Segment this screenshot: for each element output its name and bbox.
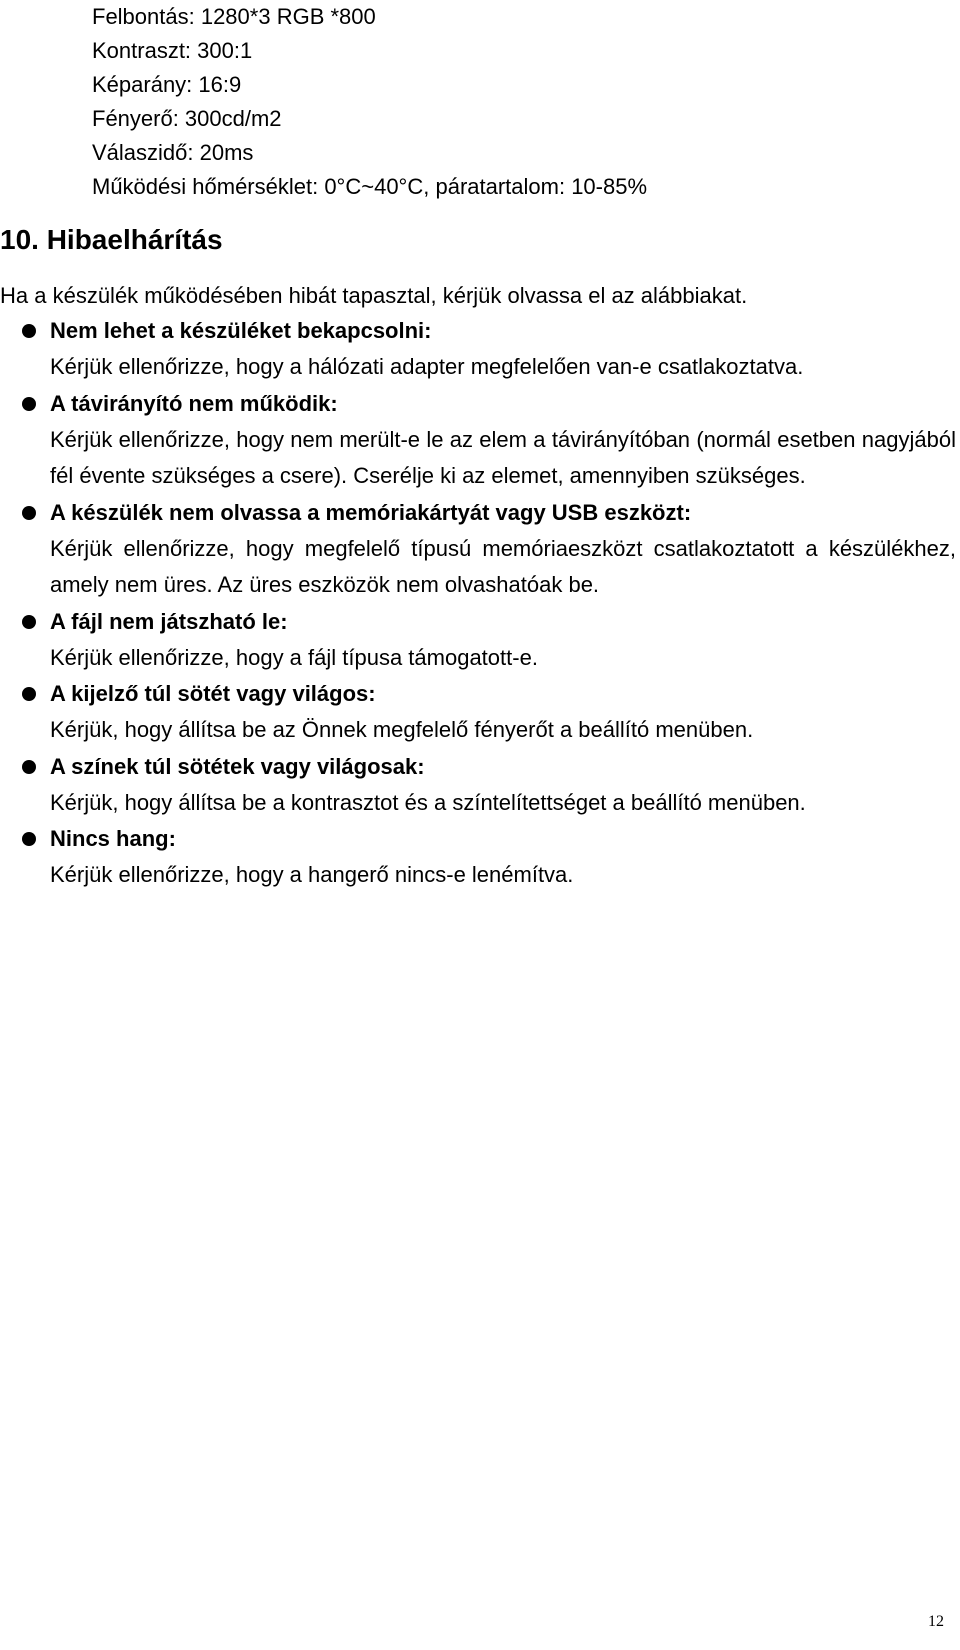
item-body: Kérjük ellenőrizze, hogy a hangerő nincs-e lenémítva. [50,862,574,887]
troubleshooting-item [0,749,958,822]
spec-operating-conditions: Működési hőmérséklet: 0°C~40°C, páratartalom: 10-85% [92,174,648,199]
troubleshooting-item [0,386,958,495]
item-title: Nincs hang: [50,826,176,851]
spec-contrast: Kontraszt: 300:1 [92,38,253,63]
item-title: A kijelző túl sötét vagy világos: [50,681,376,706]
page-number: 12 [928,1613,944,1630]
item-body: Kérjük ellenőrizze, hogy a fájl típusa támogatott-e. [50,644,538,670]
bullet-icon [22,687,36,701]
bullet-icon [22,506,36,520]
troubleshooting-item [0,495,958,604]
troubleshooting-list [0,313,958,894]
spec-response-time: Válaszidő: 20ms [92,140,254,165]
spec-brightness: Fényerő: 300cd/m2 [92,106,282,131]
item-body: Kérjük, hogy állítsa be az Önnek megfelelő fényerőt a beállító menüben. [50,717,754,742]
spec-resolution: Felbontás: 1280*3 RGB *800 [92,4,376,29]
item-title: A készülék nem olvassa a memóriakártyát vagy USB eszközt: [50,499,692,525]
spec-list [92,0,647,204]
troubleshooting-item [0,676,958,749]
spec-aspect-ratio: Képarány: 16:9 [92,72,242,97]
item-body: Kérjük, hogy állítsa be a kontrasztot és a színtelítettséget a beállító menüben. [50,789,806,815]
section-heading: 10. Hibaelhárítás [0,224,223,255]
troubleshooting-item [0,821,958,894]
item-title: A távirányító nem működik: [50,390,338,416]
bullet-icon [22,760,36,774]
troubleshooting-item [0,313,958,386]
item-body: Kérjük ellenőrizze, hogy nem merült-e le az elem a távirányítóban (normál esetben nagyjából fél évente szükséges a csere). Cserélje ki az elemet, amennyiben szükséges. [50,426,956,488]
item-body: Kérjük ellenőrizze, hogy a hálózati adapter megfelelően van-e csatlakoztatva. [50,354,804,379]
bullet-icon [22,615,36,629]
section-intro: Ha a készülék működésében hibát tapasztal, kérjük olvassa el az alábbiakat. [0,283,748,308]
troubleshooting-item [0,604,958,677]
bullet-icon [22,397,36,411]
bullet-icon [22,324,36,338]
item-body: Kérjük ellenőrizze, hogy megfelelő típusú memóriaeszközt csatlakoztatott a készülékhez, amely nem üres. Az üres eszközök nem olvashatóak be. [50,535,956,597]
item-title: A színek túl sötétek vagy világosak: [50,753,425,779]
bullet-icon [22,832,36,846]
item-title: A fájl nem játszható le: [50,608,288,634]
item-title: Nem lehet a készüléket bekapcsolni: [50,318,432,343]
